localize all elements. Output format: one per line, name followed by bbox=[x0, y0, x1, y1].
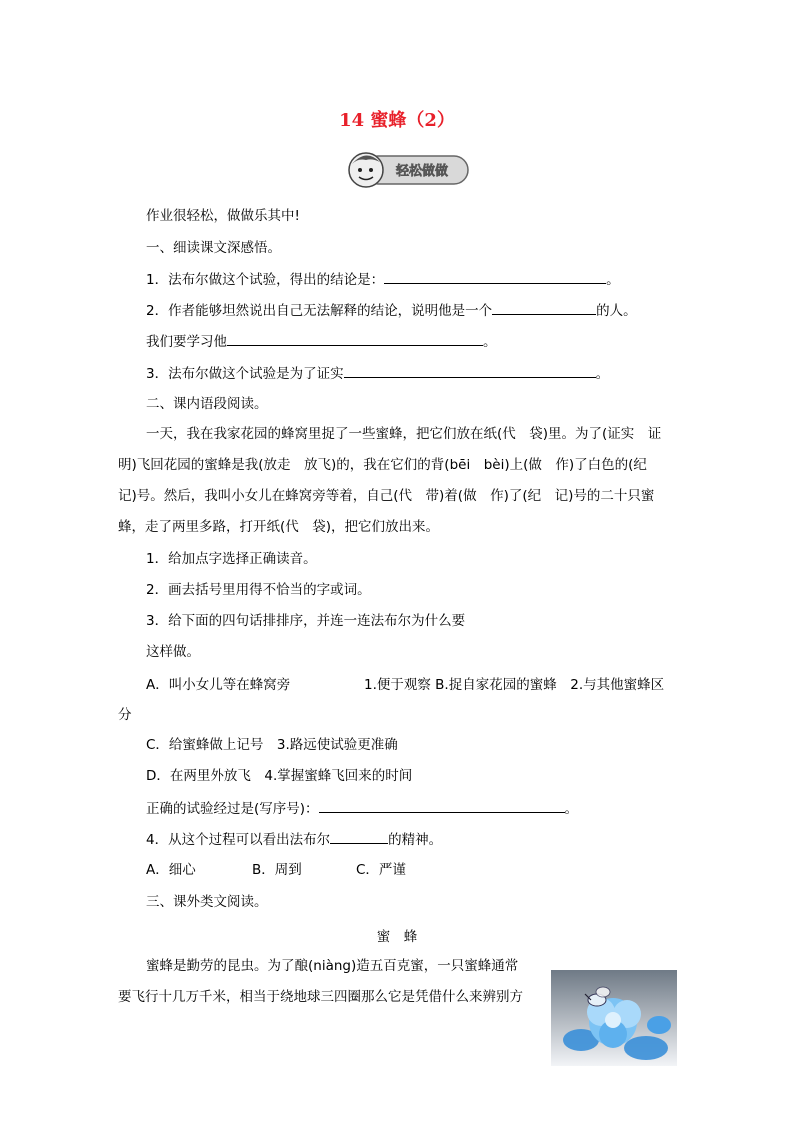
q4-end: 的精神。 bbox=[388, 832, 443, 848]
reading-passage: 一天，我在我家花园的蜂窝里捉了一些蜜蜂，把它们放在纸(代 袋)里。为了(证实 证明)飞回花园的蜜蜂是我(放走 放飞)的，我在它们的背(bēi bèi)上(做 作)了白色的(纪 记)号。然后，我叫小女儿在蜂窝旁等着，自己(代 带)着(做 作)了(纪 记)号的二十只蜜蜂，走了两里多路，打开纸(代 袋)，把它们放出来。 bbox=[118, 426, 662, 535]
bee-flower-illustration bbox=[551, 970, 677, 1066]
answer-blank[interactable] bbox=[344, 363, 596, 378]
q4-option-b: B．周到 bbox=[252, 862, 302, 878]
article-line-1: 蜜蜂是勤劳的昆虫。为了酿(niàng)造五百克蜜，一只蜜蜂通常 bbox=[146, 958, 519, 974]
answer-blank[interactable] bbox=[227, 331, 483, 346]
q2-end: 的人。 bbox=[596, 303, 637, 319]
q3-text: 3．法布尔做这个试验是为了证实 bbox=[146, 366, 344, 382]
q1-text: 1．法布尔做这个试验，得出的结论是： bbox=[146, 272, 385, 288]
s1-question-2b bbox=[146, 331, 497, 352]
order-end: 。 bbox=[564, 801, 579, 817]
s2-question-2: 2．画去括号里用得不恰当的字或词。 bbox=[146, 582, 371, 598]
q1-end: 。 bbox=[606, 272, 620, 288]
article-line-2: 要飞行十几万千米，相当于绕地球三四圈那么它是凭借什么来辨别方 bbox=[118, 989, 523, 1005]
s1-question-1 bbox=[146, 269, 620, 290]
option-a: A．叫小女儿等在蜂窝旁 bbox=[146, 677, 291, 693]
option-a-reasons: 1.便于观察 B.捉自家花园的蜜蜂 2.与其他蜜蜂区 bbox=[364, 677, 665, 693]
cartoon-badge-icon bbox=[344, 148, 472, 192]
answer-blank[interactable] bbox=[330, 829, 388, 844]
answer-blank[interactable] bbox=[384, 269, 606, 284]
option-d: D．在两里外放飞 4.掌握蜜蜂飞回来的时间 bbox=[146, 768, 413, 784]
s2-question-1: 1．给加点字选择正确读音。 bbox=[146, 551, 317, 567]
answer-blank[interactable] bbox=[319, 798, 565, 813]
badge-text: 轻松做做 bbox=[395, 164, 449, 179]
s2-question-4 bbox=[146, 829, 442, 850]
intro-text: 作业很轻松，做做乐其中! bbox=[146, 208, 300, 224]
s1-question-3 bbox=[146, 363, 609, 384]
order-answer-line bbox=[146, 798, 578, 819]
s2-question-3-cont: 这样做。 bbox=[146, 644, 200, 660]
s1-question-2 bbox=[146, 300, 637, 321]
q4-option-c: C．严谨 bbox=[356, 862, 406, 878]
s2-question-3: 3．给下面的四句话排排序，并连一连法布尔为什么要 bbox=[146, 613, 466, 629]
q4-option-a: A．细心 bbox=[146, 862, 196, 878]
order-text: 正确的试验经过是(写序号)： bbox=[146, 801, 319, 817]
q2b-text: 我们要学习他 bbox=[146, 334, 227, 350]
page-title: 14 蜜蜂（2） bbox=[339, 110, 455, 131]
q4-text: 4．从这个过程可以看出法布尔 bbox=[146, 832, 331, 848]
q2-text: 2．作者能够坦然说出自己无法解释的结论，说明他是一个 bbox=[146, 303, 493, 319]
q3-end: 。 bbox=[595, 366, 610, 382]
section1-heading: 一、细读课文深感悟。 bbox=[146, 240, 281, 256]
q2b-end: 。 bbox=[483, 334, 497, 350]
option-c: C．给蜜蜂做上记号 3.路远使试验更准确 bbox=[146, 737, 398, 753]
answer-blank[interactable] bbox=[492, 300, 596, 315]
article-title: 蜜 蜂 bbox=[376, 929, 418, 945]
section3-heading: 三、课外类文阅读。 bbox=[146, 894, 268, 910]
section2-heading: 二、课内语段阅读。 bbox=[146, 396, 268, 412]
option-a-wrap: 分 bbox=[118, 707, 132, 723]
